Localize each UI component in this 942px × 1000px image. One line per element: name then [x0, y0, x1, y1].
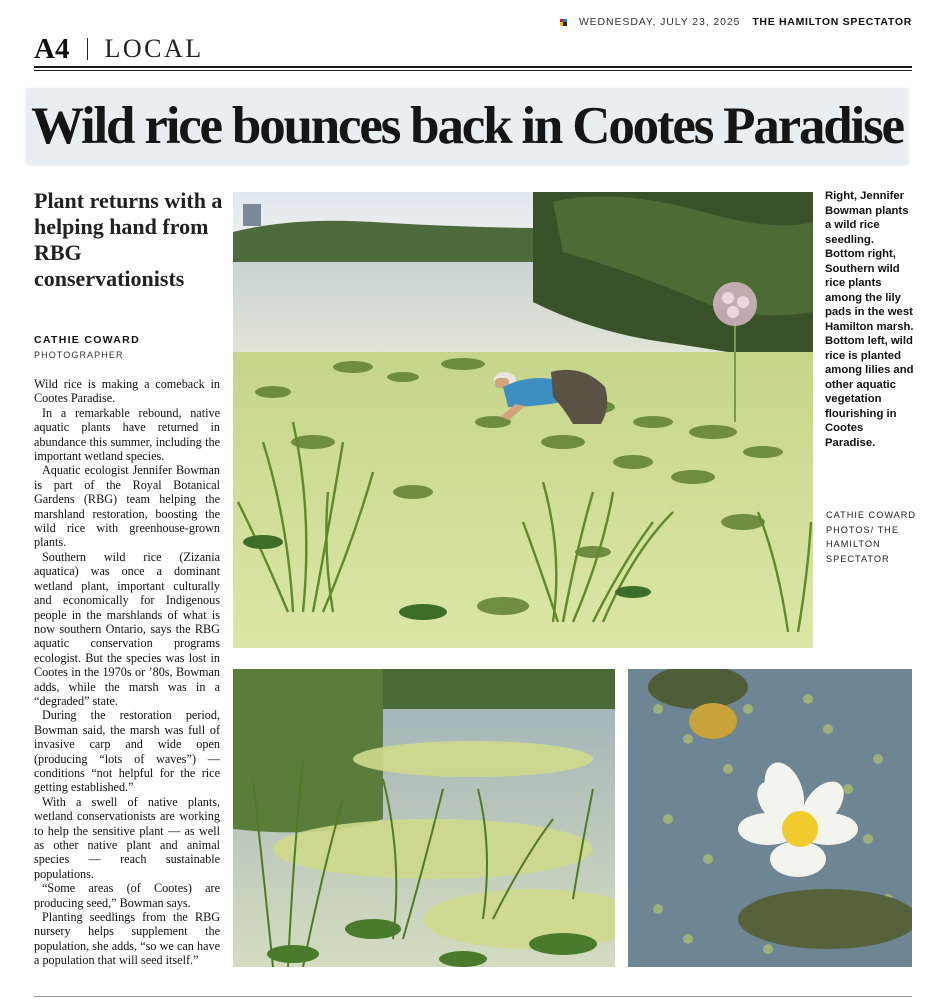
byline-role: PHOTOGRAPHER [34, 350, 124, 360]
headline-band [26, 88, 908, 164]
article-paragraph: With a swell of native plants, wetland conservationists are working to help the sensitive plant — as well as other native plant and animal species — reach sustainable populations. [34, 794, 220, 881]
header-rule [34, 66, 912, 68]
article-paragraph: Aquatic ecologist Jennifer Bowman is part of the Royal Botanical Gardens (RBG) team helping the marshland restoration, boosting the wild rice with greenhouse-grown plants. [34, 463, 220, 550]
footer-rule [34, 996, 912, 997]
bottom-right-photo-water-lily [628, 669, 912, 967]
section-name: LOCAL [104, 34, 204, 63]
article-paragraph: Southern wild rice (Zizania aquatica) was once a dominant wetland plant, important culturally and economically for Indigenous people in the marshlands of what is now southern Ontario, says the RBG aquatic conservation programs ecologist. But the species was lost in Cootes in the 1970s or ’80s, Bowman adds, while the marsh was in a “degraded” state. [34, 549, 220, 708]
bottom-left-photo-wild-rice [233, 669, 615, 967]
newspaper-name: THE HAMILTON SPECTATOR [752, 16, 912, 28]
color-registration-mark-icon [560, 19, 567, 26]
headline: Wild rice bounces back in Cootes Paradise [31, 97, 903, 155]
byline [34, 334, 140, 360]
article-paragraph: Wild rice is making a comeback in Cootes Paradise. [34, 377, 220, 406]
publication-date: WEDNESDAY, JULY 23, 2025 [578, 16, 741, 28]
article-paragraph: During the restoration period, Bowman said, the marsh was full of invasive carp and wide open (producing “lots of waves”) — conditions “not helpful for the rice getting established.” [34, 708, 220, 795]
byline-name: CATHIE COWARD [34, 334, 140, 346]
section-divider [87, 38, 88, 60]
folio-line [560, 14, 912, 30]
header-rule-thin [34, 70, 912, 71]
page-number: A4 [34, 32, 70, 65]
section-header [34, 32, 912, 66]
photo-caption: Right, Jennifer Bowman plants a wild rice seedling. Bottom right, Southern wild rice plants among the lily pads in the west Hamilton marsh. Bottom left, wild rice is planted among lilies and other aquatic vegetation flourishing in Cootes Paradise. [825, 190, 914, 449]
article-body [34, 377, 220, 968]
main-photo-marsh-planting [233, 192, 813, 648]
article-paragraph: In a remarkable rebound, native aquatic plants have returned in abundance this summer, including the important wetland species. [34, 405, 220, 464]
article-paragraph: “Some areas (of Cootes) are producing seed,” Bowman says. [34, 881, 220, 910]
subheadline: Plant returns with a helping hand from RBG conservationists [34, 188, 223, 291]
photo-credit: CATHIE COWARD PHOTOS/ THE HAMILTON SPECTATOR [826, 510, 917, 564]
article-paragraph: Planting seedlings from the RBG nursery helps supplement the population, she adds, “so we can have a population that will seed itself.” [34, 910, 220, 968]
